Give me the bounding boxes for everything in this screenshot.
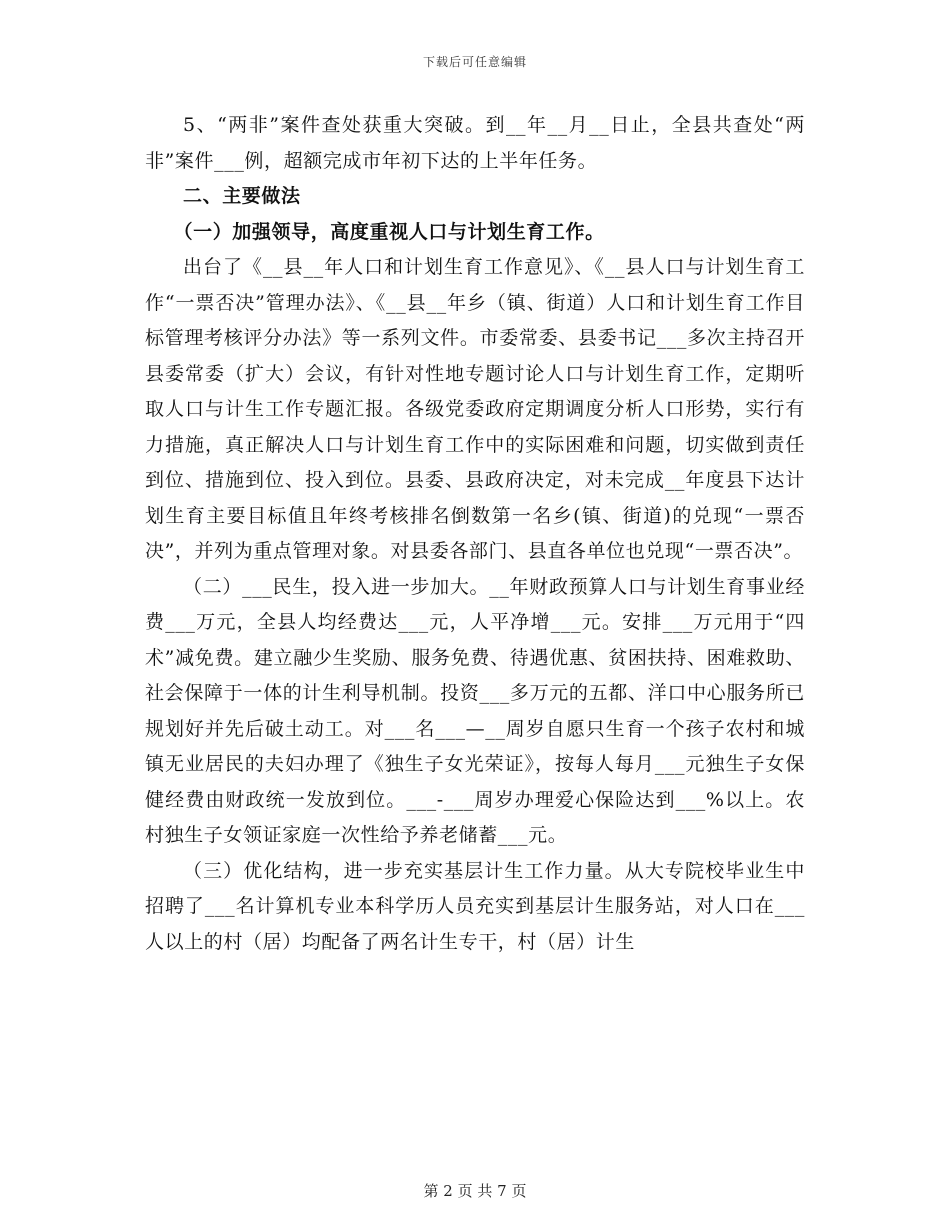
document-body xyxy=(145,108,805,960)
section-heading-main-practices: 二、主要做法 xyxy=(183,185,301,207)
paragraph-optimize-structure: （三）优化结构，进一步充实基层计生工作力量。从大专院校毕业生中招聘了___名计算机专业本科学历人员充实到基层计生服务站，对人口在___人以上的村（居）均配备了两名计生专干，村（居）计生 xyxy=(145,859,805,953)
subheading-strengthen-leadership: （一）加强领导，高度重视人口与计划生育工作。 xyxy=(173,220,605,243)
paragraph-livelihood-investment: （二）___民生，投入进一步加大。__年财政预算人口与计划生育事业经费___万元，全县人均经费达___元，人平净增___元。安排___万元用于“四术”减免费。建立融少生奖励、服务免费、待遇优惠、贫困扶持、困难救助、社会保障于一体的计生利导机制。投资___多万元的五都、洋口中心服务所已规划好并先后破土动工。对___名___—__周岁自愿只生育一个孩子农村和城镇无业居民的夫妇办理了《独生子女光荣证》，按每人每月___元独生子女保健经费由财政统一发放到位。___-___周岁办理爱心保险达到___%以上。农村独生子女领证家庭一次性给予养老储蓄___元。 xyxy=(145,575,805,846)
page-header: 下载后可任意编辑 xyxy=(422,55,527,69)
page-footer: 第 2 页 共 7 页 xyxy=(423,1182,527,1200)
paragraph-case-results: 5、“两非”案件查处获重大突破。到__年__月__日止，全县共查处“两非”案件___例，超额完成市年初下达的上半年任务。 xyxy=(145,114,805,172)
paragraph-leadership-details: 出台了《__县__年人口和计划生育工作意见》、《__县人口与计划生育工作“一票否决”管理办法》、《__县__年乡（镇、街道）人口和计划生育工作目标管理考核评分办法》等一系列文件。市委常委、县委书记___多次主持召开县委常委（扩大）会议，有针对性地专题讨论人口与计划生育工作，定期听取人口与计生工作专题汇报。各级党委政府定期调度分析人口形势，实行有力措施，真正解决人口与计划生育工作中的实际困难和问题，切实做到责任到位、措施到位、投入到位。县委、县政府决定，对未完成__年度县下达计划生育主要目标值且年终考核排名倒数第一名乡(镇、街道)的兑现“一票否决”，并列为重点管理对象。对县委各部门、县直各单位也兑现“一票否决”。 xyxy=(145,256,805,562)
